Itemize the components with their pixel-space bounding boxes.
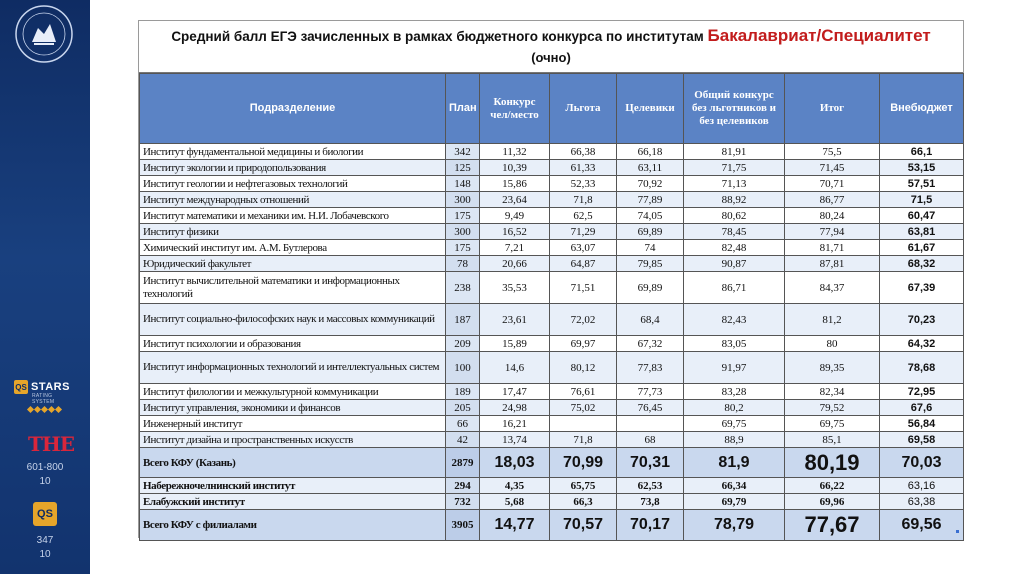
stars-word: STARS xyxy=(31,381,70,393)
cell-general: 69,79 xyxy=(684,494,785,510)
cell-general: 88,9 xyxy=(684,432,785,448)
score-table xyxy=(139,73,964,541)
table-row xyxy=(140,144,964,160)
the-rank-value: 601-800 xyxy=(26,462,64,473)
cell-general: 83,28 xyxy=(684,384,785,400)
cell-offbudget: 69,58 xyxy=(880,432,964,448)
cell-benefit: 71,8 xyxy=(550,432,617,448)
cell-targeted: 63,11 xyxy=(617,160,684,176)
cell-competition: 7,21 xyxy=(480,240,550,256)
cell-competition: 15,86 xyxy=(480,176,550,192)
cell-plan: 78 xyxy=(446,256,480,272)
header-targeted: Целевики xyxy=(617,74,684,144)
cell-general: 81,9 xyxy=(684,448,785,478)
cell-general: 66,34 xyxy=(684,478,785,494)
cell-total: 84,37 xyxy=(785,272,880,304)
cell-plan: 205 xyxy=(446,400,480,416)
cell-targeted: 76,45 xyxy=(617,400,684,416)
cell-plan: 300 xyxy=(446,224,480,240)
cell-benefit: 76,61 xyxy=(550,384,617,400)
header-unit: Подразделение xyxy=(140,74,446,144)
title-accent: Бакалавриат/Специалитет xyxy=(707,26,931,45)
cell-unit: Институт психологии и образования xyxy=(140,336,446,352)
cell-targeted: 69,89 xyxy=(617,224,684,240)
table-row xyxy=(140,304,964,336)
cell-unit: Институт управления, экономики и финансов xyxy=(140,400,446,416)
cell-targeted: 69,89 xyxy=(617,272,684,304)
table-row xyxy=(140,478,964,494)
cell-competition: 10,39 xyxy=(480,160,550,176)
cell-competition: 11,32 xyxy=(480,144,550,160)
table-body xyxy=(140,144,964,541)
cell-competition: 17,47 xyxy=(480,384,550,400)
cell-general: 80,62 xyxy=(684,208,785,224)
cell-total: 80,19 xyxy=(785,448,880,478)
cell-total: 66,22 xyxy=(785,478,880,494)
cell-offbudget: 72,95 xyxy=(880,384,964,400)
marker-dot xyxy=(956,530,959,533)
cell-unit: Институт экологии и природопользования xyxy=(140,160,446,176)
cell-total: 75,5 xyxy=(785,144,880,160)
cell-total: 89,35 xyxy=(785,352,880,384)
cell-benefit: 71,29 xyxy=(550,224,617,240)
cell-benefit: 71,51 xyxy=(550,272,617,304)
cell-targeted: 68 xyxy=(617,432,684,448)
cell-unit: Институт филологии и межкультурной коммуникации xyxy=(140,384,446,400)
cell-benefit: 72,02 xyxy=(550,304,617,336)
cell-benefit: 66,38 xyxy=(550,144,617,160)
cell-plan: 189 xyxy=(446,384,480,400)
cell-offbudget: 70,23 xyxy=(880,304,964,336)
table-row xyxy=(140,224,964,240)
cell-plan: 175 xyxy=(446,240,480,256)
cell-plan: 187 xyxy=(446,304,480,336)
cell-general: 71,75 xyxy=(684,160,785,176)
cell-plan: 100 xyxy=(446,352,480,384)
qs-rank-year: 10 xyxy=(39,549,51,560)
cell-benefit: 71,8 xyxy=(550,192,617,208)
cell-benefit: 65,75 xyxy=(550,478,617,494)
table-row xyxy=(140,352,964,384)
cell-plan: 3905 xyxy=(446,510,480,541)
table-row xyxy=(140,256,964,272)
cell-general: 88,92 xyxy=(684,192,785,208)
cell-competition: 35,53 xyxy=(480,272,550,304)
cell-general: 69,75 xyxy=(684,416,785,432)
cell-plan: 732 xyxy=(446,494,480,510)
cell-total: 71,45 xyxy=(785,160,880,176)
cell-unit: Институт математики и механики им. Н.И. Лобачевского xyxy=(140,208,446,224)
cell-competition: 16,21 xyxy=(480,416,550,432)
cell-targeted: 77,73 xyxy=(617,384,684,400)
cell-general: 83,05 xyxy=(684,336,785,352)
cell-general: 80,2 xyxy=(684,400,785,416)
cell-total: 69,75 xyxy=(785,416,880,432)
cell-offbudget: 67,39 xyxy=(880,272,964,304)
cell-competition: 4,35 xyxy=(480,478,550,494)
cell-competition: 9,49 xyxy=(480,208,550,224)
cell-targeted: 62,53 xyxy=(617,478,684,494)
table-row xyxy=(140,192,964,208)
cell-general: 90,87 xyxy=(684,256,785,272)
cell-offbudget: 69,56 xyxy=(880,510,964,541)
cell-unit: Елабужский институт xyxy=(140,494,446,510)
cell-benefit: 52,33 xyxy=(550,176,617,192)
cell-offbudget: 68,32 xyxy=(880,256,964,272)
cell-plan: 125 xyxy=(446,160,480,176)
cell-benefit: 62,5 xyxy=(550,208,617,224)
title-subtitle: (очно) xyxy=(531,50,571,65)
cell-offbudget: 53,15 xyxy=(880,160,964,176)
cell-benefit: 64,87 xyxy=(550,256,617,272)
table-row xyxy=(140,272,964,304)
cell-offbudget: 63,38 xyxy=(880,494,964,510)
cell-total: 87,81 xyxy=(785,256,880,272)
table-row xyxy=(140,416,964,432)
cell-targeted: 70,92 xyxy=(617,176,684,192)
cell-offbudget: 63,16 xyxy=(880,478,964,494)
cell-total: 82,34 xyxy=(785,384,880,400)
cell-plan: 238 xyxy=(446,272,480,304)
cell-targeted: 70,17 xyxy=(617,510,684,541)
cell-offbudget: 67,6 xyxy=(880,400,964,416)
cell-competition: 14,6 xyxy=(480,352,550,384)
header-plan: План xyxy=(446,74,480,144)
table-row xyxy=(140,208,964,224)
cell-competition: 5,68 xyxy=(480,494,550,510)
cell-offbudget: 64,32 xyxy=(880,336,964,352)
cell-targeted: 68,4 xyxy=(617,304,684,336)
page-title xyxy=(139,21,963,73)
table-row xyxy=(140,448,964,478)
title-main: Средний балл ЕГЭ зачисленных в рамках бюджетного конкурса по институтам xyxy=(171,29,704,44)
cell-plan: 294 xyxy=(446,478,480,494)
cell-competition: 18,03 xyxy=(480,448,550,478)
cell-general: 82,48 xyxy=(684,240,785,256)
cell-plan: 209 xyxy=(446,336,480,352)
cell-unit: Институт физики xyxy=(140,224,446,240)
cell-offbudget: 57,51 xyxy=(880,176,964,192)
cell-targeted: 70,31 xyxy=(617,448,684,478)
cell-unit: Институт международных отношений xyxy=(140,192,446,208)
cell-targeted: 77,89 xyxy=(617,192,684,208)
table-row xyxy=(140,400,964,416)
table-row xyxy=(140,494,964,510)
table-row xyxy=(140,176,964,192)
cell-total: 85,1 xyxy=(785,432,880,448)
cell-unit: Институт вычислительной математики и информационных технологий xyxy=(140,272,446,304)
cell-competition: 16,52 xyxy=(480,224,550,240)
cell-targeted: 77,83 xyxy=(617,352,684,384)
cell-competition: 23,61 xyxy=(480,304,550,336)
qs-stars-badge xyxy=(14,380,76,414)
cell-total: 69,96 xyxy=(785,494,880,510)
cell-benefit: 61,33 xyxy=(550,160,617,176)
cell-total: 77,67 xyxy=(785,510,880,541)
cell-targeted xyxy=(617,416,684,432)
cell-benefit: 70,57 xyxy=(550,510,617,541)
cell-plan: 342 xyxy=(446,144,480,160)
table-row xyxy=(140,510,964,541)
score-table-panel xyxy=(138,20,964,538)
qs-rank-value: 347 xyxy=(36,535,54,546)
cell-plan: 175 xyxy=(446,208,480,224)
cell-general: 86,71 xyxy=(684,272,785,304)
cell-unit: Юридический факультет xyxy=(140,256,446,272)
cell-total: 79,52 xyxy=(785,400,880,416)
cell-offbudget: 71,5 xyxy=(880,192,964,208)
cell-unit: Институт социально-философских наук и массовых коммуникаций xyxy=(140,304,446,336)
cell-general: 81,91 xyxy=(684,144,785,160)
cell-total: 80,24 xyxy=(785,208,880,224)
header-benefit: Льгота xyxy=(550,74,617,144)
cell-general: 91,97 xyxy=(684,352,785,384)
table-row xyxy=(140,336,964,352)
cell-general: 78,45 xyxy=(684,224,785,240)
the-rank-year: 10 xyxy=(39,476,51,487)
table-row xyxy=(140,384,964,400)
cell-plan: 42 xyxy=(446,432,480,448)
cell-unit: Всего КФУ с филиалами xyxy=(140,510,446,541)
cell-unit: Набережночелнинский институт xyxy=(140,478,446,494)
cell-unit: Институт дизайна и пространственных искусств xyxy=(140,432,446,448)
cell-competition: 23,64 xyxy=(480,192,550,208)
cell-general: 78,79 xyxy=(684,510,785,541)
cell-total: 86,77 xyxy=(785,192,880,208)
cell-offbudget: 66,1 xyxy=(880,144,964,160)
star-icon xyxy=(55,406,62,413)
cell-total: 81,71 xyxy=(785,240,880,256)
table-row xyxy=(140,160,964,176)
cell-total: 81,2 xyxy=(785,304,880,336)
cell-unit: Институт геологии и нефтегазовых технологий xyxy=(140,176,446,192)
header-offbudget: Внебюджет xyxy=(880,74,964,144)
cell-total: 80 xyxy=(785,336,880,352)
header-total: Итог xyxy=(785,74,880,144)
cell-targeted: 67,32 xyxy=(617,336,684,352)
cell-offbudget: 70,03 xyxy=(880,448,964,478)
cell-benefit: 63,07 xyxy=(550,240,617,256)
cell-targeted: 74 xyxy=(617,240,684,256)
cell-benefit: 70,99 xyxy=(550,448,617,478)
cell-plan: 66 xyxy=(446,416,480,432)
the-ranking-logo: THE xyxy=(28,432,75,456)
cell-unit: Всего КФУ (Казань) xyxy=(140,448,446,478)
university-logo-icon xyxy=(14,4,74,64)
qs-ranking-logo: QS xyxy=(33,502,57,526)
cell-offbudget: 78,68 xyxy=(880,352,964,384)
cell-offbudget: 63,81 xyxy=(880,224,964,240)
header-competition: Конкурс чел/место xyxy=(480,74,550,144)
cell-competition: 15,89 xyxy=(480,336,550,352)
cell-total: 70,71 xyxy=(785,176,880,192)
cell-benefit: 66,3 xyxy=(550,494,617,510)
cell-plan: 148 xyxy=(446,176,480,192)
cell-offbudget: 60,47 xyxy=(880,208,964,224)
cell-competition: 24,98 xyxy=(480,400,550,416)
cell-benefit: 69,97 xyxy=(550,336,617,352)
qs-stars-mark: QS xyxy=(14,380,28,394)
table-row xyxy=(140,432,964,448)
cell-unit: Химический институт им. А.М. Бутлерова xyxy=(140,240,446,256)
cell-targeted: 66,18 xyxy=(617,144,684,160)
cell-competition: 20,66 xyxy=(480,256,550,272)
cell-plan: 2879 xyxy=(446,448,480,478)
sidebar xyxy=(0,0,90,574)
stars-subtitle: RATING SYSTEM xyxy=(32,393,55,405)
cell-unit: Инженерный институт xyxy=(140,416,446,432)
cell-benefit: 75,02 xyxy=(550,400,617,416)
cell-general: 82,43 xyxy=(684,304,785,336)
table-row xyxy=(140,240,964,256)
cell-total: 77,94 xyxy=(785,224,880,240)
cell-benefit: 80,12 xyxy=(550,352,617,384)
stars-rating xyxy=(28,407,76,412)
cell-benefit xyxy=(550,416,617,432)
cell-general: 71,13 xyxy=(684,176,785,192)
cell-plan: 300 xyxy=(446,192,480,208)
cell-targeted: 73,8 xyxy=(617,494,684,510)
cell-competition: 14,77 xyxy=(480,510,550,541)
cell-unit: Институт информационных технологий и интеллектуальных систем xyxy=(140,352,446,384)
cell-unit: Институт фундаментальной медицины и биологии xyxy=(140,144,446,160)
cell-targeted: 74,05 xyxy=(617,208,684,224)
cell-offbudget: 56,84 xyxy=(880,416,964,432)
cell-competition: 13,74 xyxy=(480,432,550,448)
header-general: Общий конкурс без льготников и без целевиков xyxy=(684,74,785,144)
cell-targeted: 79,85 xyxy=(617,256,684,272)
cell-offbudget: 61,67 xyxy=(880,240,964,256)
